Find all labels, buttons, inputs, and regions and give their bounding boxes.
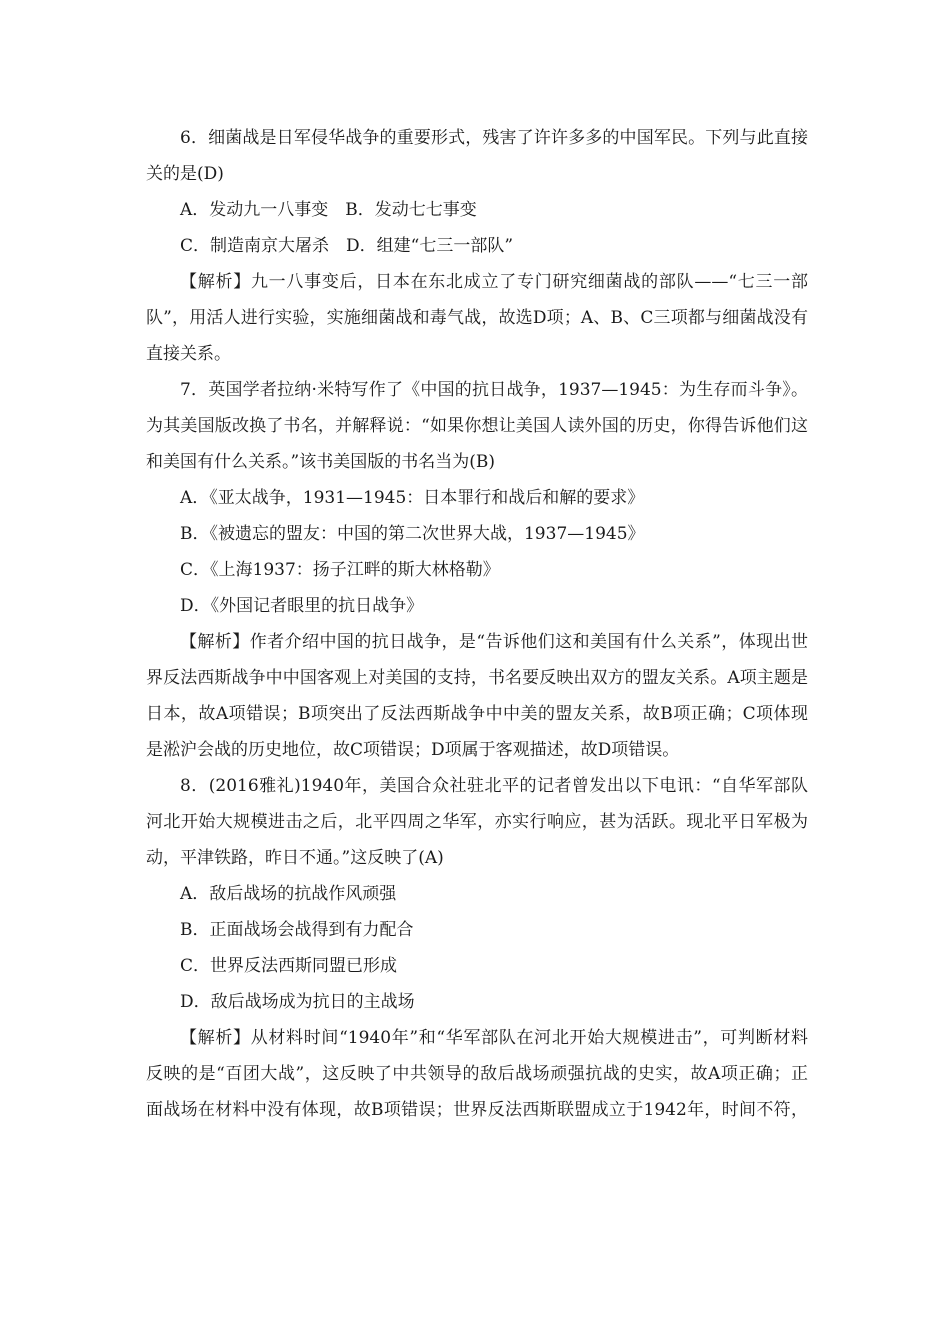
analysis-line: 日本，故A项错误；B项突出了反法西斯战争中中美的盟友关系，故B项正确；C项体现 <box>146 704 808 724</box>
analysis-line: 【解析】从材料时间“1940年”和“华军部队在河北开始大规模进击”，可判断材料 <box>180 1028 808 1048</box>
question-stem-line: 关的是(D) <box>146 164 224 184</box>
analysis-line: 反映的是“百团大战”，这反映了中共领导的敌后战场顽强抗战的史实，故A项正确；正 <box>146 1064 808 1084</box>
answer-option: C．制造南京大屠杀 D．组建“七三一部队” <box>180 236 514 256</box>
question-stem-line: 河北开始大规模进击之后，北平四周之华军，亦实行响应，甚为活跃。现北平日军极为 <box>146 812 808 832</box>
answer-option: B．正面战场会战得到有力配合 <box>180 920 414 940</box>
answer-option: A．敌后战场的抗战作风顽强 <box>180 884 397 904</box>
analysis-line: 面战场在材料中没有体现，故B项错误；世界反法西斯联盟成立于1942年，时间不符， <box>146 1100 808 1120</box>
question-stem-line: 为其美国版改换了书名，并解释说：“如果你想让美国人读外国的历史，你得告诉他们这 <box>146 416 808 436</box>
question-stem-line: 6．细菌战是日军侵华战争的重要形式，残害了许许多多的中国军民。下列与此直接 <box>180 128 808 148</box>
answer-option: B．《被遗忘的盟友：中国的第二次世界大战，1937—1945》 <box>180 524 645 544</box>
answer-option: A．《亚太战争，1931—1945：日本罪行和战后和解的要求》 <box>180 488 645 508</box>
question-8 <box>146 768 808 1128</box>
answer-option: D．敌后战场成为抗日的主战场 <box>180 992 415 1012</box>
question-6 <box>146 120 808 372</box>
analysis-line: 【解析】九一八事变后，日本在东北成立了专门研究细菌战的部队——“七三一部 <box>180 272 808 292</box>
analysis-line: 直接关系。 <box>146 344 231 364</box>
answer-option: C．世界反法西斯同盟已形成 <box>180 956 398 976</box>
question-stem-line: 7．英国学者拉纳·米特写作了《中国的抗日战争，1937—1945：为生存而斗争》。 <box>180 380 808 400</box>
analysis-line: 队”，用活人进行实验，实施细菌战和毒气战，故选D项；A、B、C三项都与细菌战没有 <box>146 308 808 328</box>
question-7 <box>146 372 808 768</box>
analysis-line: 是淞沪会战的历史地位，故C项错误；D项属于客观描述，故D项错误。 <box>146 740 680 760</box>
answer-option: A．发动九一八事变 B．发动七七事变 <box>180 200 477 220</box>
document-page <box>146 120 808 1128</box>
analysis-line: 界反法西斯战争中中国客观上对美国的支持，书名要反映出双方的盟友关系。A项主题是 <box>146 668 808 688</box>
question-stem-line: 和美国有什么关系。”该书美国版的书名当为(B) <box>146 452 495 472</box>
answer-option: C．《上海1937：扬子江畔的斯大林格勒》 <box>180 560 500 580</box>
analysis-line: 【解析】作者介绍中国的抗日战争，是“告诉他们这和美国有什么关系”，体现出世 <box>180 632 808 652</box>
question-stem-line: 8．(2016雅礼)1940年，美国合众社驻北平的记者曾发出以下电讯：“自华军部队 <box>180 776 808 796</box>
question-stem-line: 动，平津铁路，昨日不通。”这反映了(A) <box>146 848 444 868</box>
answer-option: D．《外国记者眼里的抗日战争》 <box>180 596 424 616</box>
